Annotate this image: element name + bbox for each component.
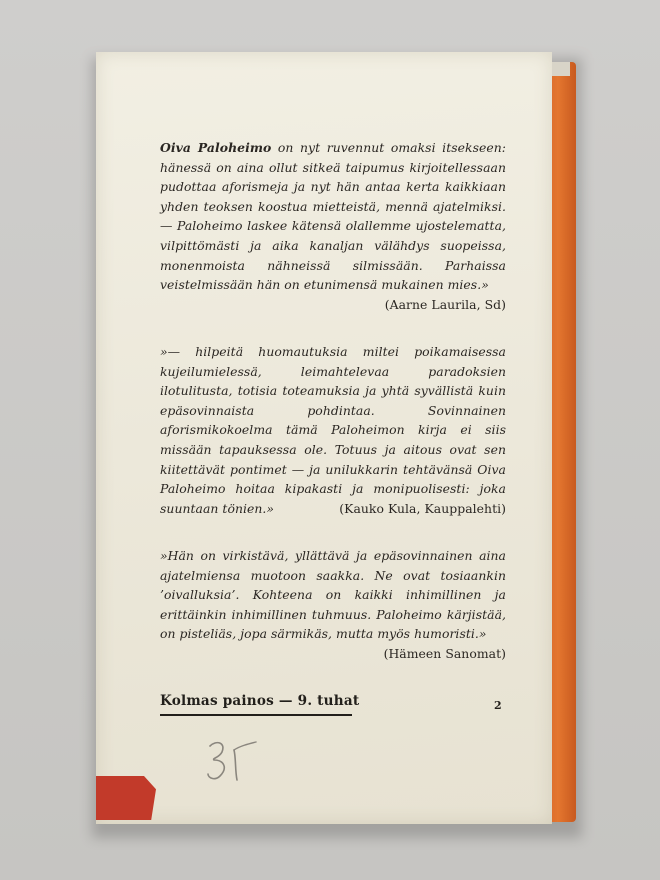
edition-statement: Kolmas painos — 9. tuhat: [160, 693, 360, 709]
quote-source: (Aarne Laurila, Sd): [384, 296, 506, 312]
quote-text: »— hilpeitä huomautuksia miltei poikamaisessa kujeilumielessä, leimahtelevaa paradoksien ilotulitusta, totisia toteamuksia ja yhtä syvällistä kuin epäsovinnaista pohdintaa. Sovinnainen aforismikokoelma tämä Paloheimon kirja ei siis missään tapauksessa ole. Totuus ja aitous ovat sen kiitettävät pontimet — ja unilukkarin tehtävänsä Oiva Paloheimo hoitaa kipakasti ja monipuolisesti: joka suuntaan tönien.»: [160, 344, 506, 516]
author-name: Oiva Paloheimo: [160, 140, 272, 155]
quote-source: (Kauko Kula, Kauppalehti): [339, 500, 506, 516]
pencil-mark: [204, 736, 264, 786]
edition-underline: [160, 714, 352, 716]
quote-text: on nyt ruvennut omaksi itsekseen: hänessä on aina ollut sitkeä taipumus kirjoitellessaan pudottaa aforismeja ja nyt hän antaa kerta kaikkiaan yhden teoksen koostua mietteistä, mennä ajatelmiksi. — Paloheimo laskee kätensä olallemme ujostelematta, vilpittömästi ja aika kanaljan välähdys suopeissa, monenmoista nähneissä silmissään. Parhaissa veistelmissään hän on etunimensä mukainen mies.»: [160, 140, 507, 293]
quote-text: »Hän on virkistävä, yllättävä ja epäsovinnainen aina ajatelmiensa muotoon saakka. Ne ovat tosiaankin ’oivalluksia’. Kohteena on kaikki inhimillinen ja erittäinkin inhimillinen tuhmuus. Paloheimo kärjistää, on pisteliäs, jopa särmikäs, mutta myös humoristi.»: [160, 548, 506, 642]
red-corner-label: [96, 776, 156, 820]
review-quote-3: [160, 546, 506, 664]
review-quote-2: [160, 342, 506, 518]
page-number: 2: [494, 699, 502, 712]
quote-source: (Hämeen Sanomat): [383, 645, 506, 661]
review-quote-1: [160, 138, 506, 314]
